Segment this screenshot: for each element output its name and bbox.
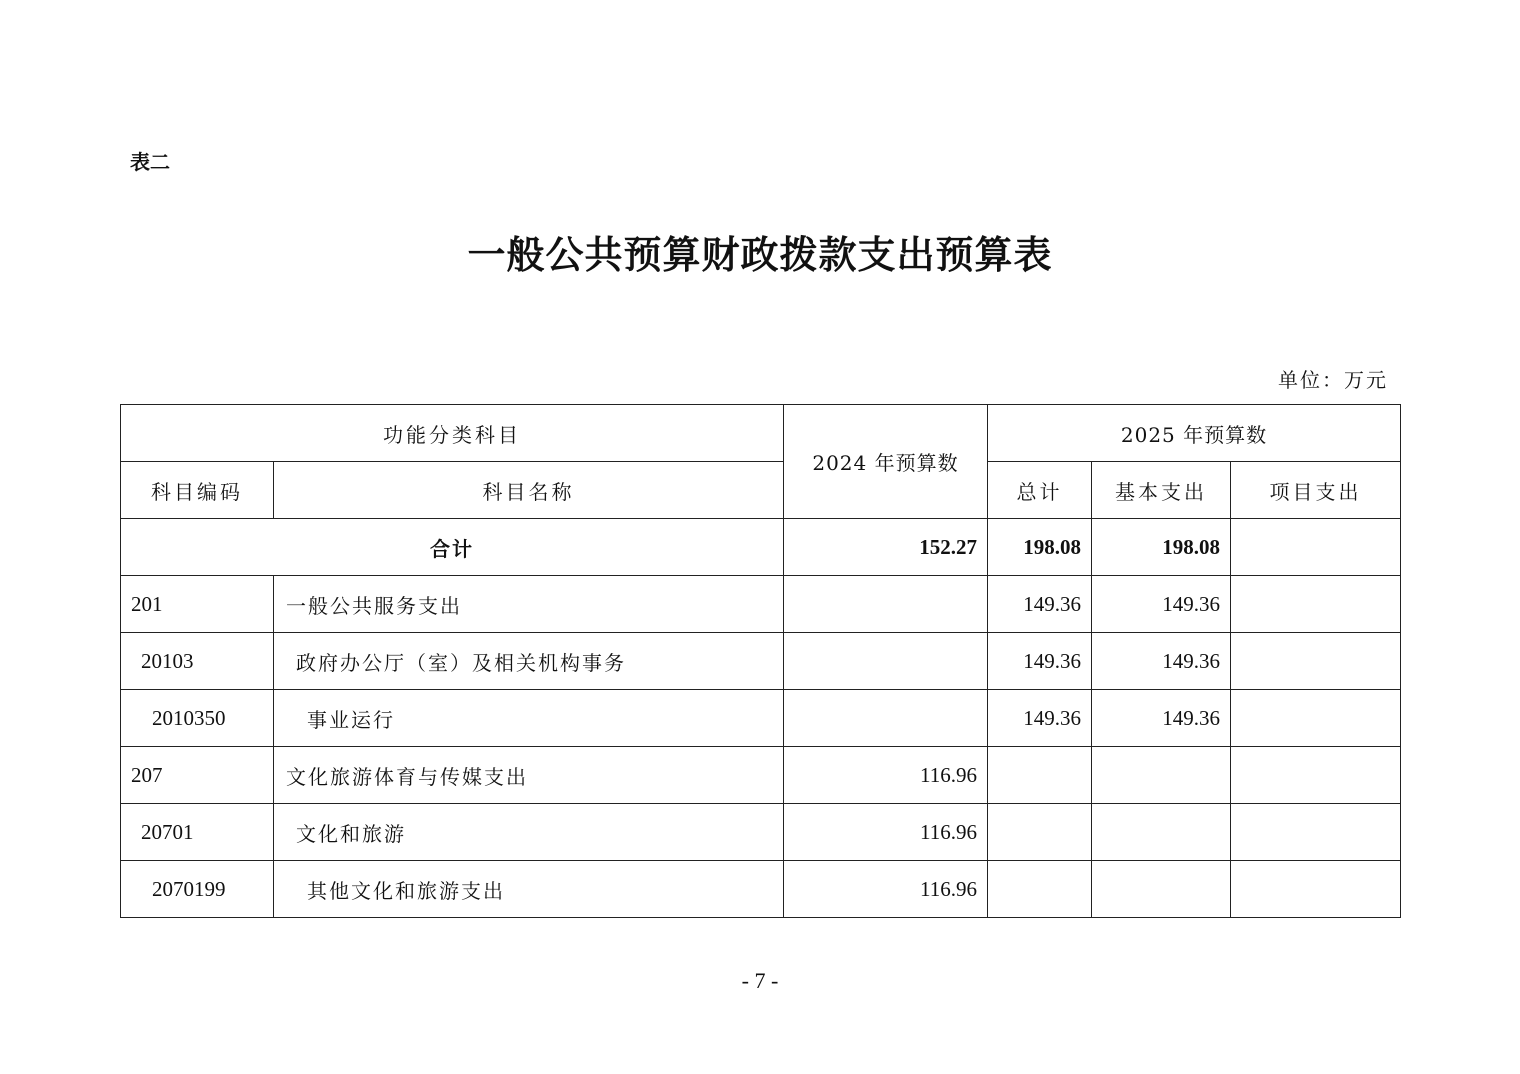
row-2024 xyxy=(784,633,988,690)
row-code: 207 xyxy=(121,747,274,804)
row-2025-total: 149.36 xyxy=(988,576,1092,633)
row-code: 20701 xyxy=(121,804,274,861)
row-2025-project xyxy=(1231,633,1401,690)
row-2025-total xyxy=(988,861,1092,918)
row-name: 文化旅游体育与传媒支出 xyxy=(274,747,784,804)
row-2025-total xyxy=(988,747,1092,804)
table-row xyxy=(121,576,1401,633)
row-2025-project xyxy=(1231,576,1401,633)
row-2024: 116.96 xyxy=(784,747,988,804)
budget-table xyxy=(120,404,1401,918)
row-2024 xyxy=(784,690,988,747)
header-total: 总计 xyxy=(988,462,1092,519)
row-2024 xyxy=(784,576,988,633)
row-2025-project xyxy=(1231,690,1401,747)
table-row xyxy=(121,804,1401,861)
total-2024: 152.27 xyxy=(784,519,988,576)
row-2025-basic xyxy=(1092,747,1231,804)
total-label: 合计 xyxy=(121,519,784,576)
unit-label: 单位：万元 xyxy=(1278,368,1388,392)
row-2025-basic xyxy=(1092,861,1231,918)
row-2024: 116.96 xyxy=(784,804,988,861)
row-name: 事业运行 xyxy=(274,690,784,747)
header-functional-classification: 功能分类科目 xyxy=(121,405,784,462)
row-code: 2010350 xyxy=(121,690,274,747)
table-row xyxy=(121,747,1401,804)
table-row xyxy=(121,690,1401,747)
row-2025-total: 149.36 xyxy=(988,690,1092,747)
row-2025-basic xyxy=(1092,804,1231,861)
table-label: 表二 xyxy=(130,150,170,174)
row-code: 20103 xyxy=(121,633,274,690)
row-name: 文化和旅游 xyxy=(274,804,784,861)
row-code: 201 xyxy=(121,576,274,633)
row-2025-total xyxy=(988,804,1092,861)
row-2025-basic: 149.36 xyxy=(1092,576,1231,633)
row-2025-project xyxy=(1231,804,1401,861)
total-2025-basic: 198.08 xyxy=(1092,519,1231,576)
table-row xyxy=(121,861,1401,918)
total-2025-total: 198.08 xyxy=(988,519,1092,576)
total-row xyxy=(121,519,1401,576)
header-basic: 基本支出 xyxy=(1092,462,1231,519)
row-name: 一般公共服务支出 xyxy=(274,576,784,633)
row-name: 政府办公厅（室）及相关机构事务 xyxy=(274,633,784,690)
page-number: - 7 - xyxy=(741,968,779,993)
row-code: 2070199 xyxy=(121,861,274,918)
header-name: 科目名称 xyxy=(274,462,784,519)
row-name: 其他文化和旅游支出 xyxy=(274,861,784,918)
header-2025-budget: 2025 年预算数 xyxy=(988,405,1401,462)
table-row xyxy=(121,633,1401,690)
total-2025-project xyxy=(1231,519,1401,576)
header-2024-budget: 2024 年预算数 xyxy=(784,405,988,519)
header-row-2 xyxy=(121,462,1401,519)
row-2025-project xyxy=(1231,861,1401,918)
header-code: 科目编码 xyxy=(121,462,274,519)
row-2025-basic: 149.36 xyxy=(1092,633,1231,690)
page-title: 一般公共预算财政拨款支出预算表 xyxy=(467,232,1053,277)
row-2025-total: 149.36 xyxy=(988,633,1092,690)
row-2025-basic: 149.36 xyxy=(1092,690,1231,747)
header-row-1 xyxy=(121,405,1401,462)
row-2024: 116.96 xyxy=(784,861,988,918)
row-2025-project xyxy=(1231,747,1401,804)
header-project: 项目支出 xyxy=(1231,462,1401,519)
